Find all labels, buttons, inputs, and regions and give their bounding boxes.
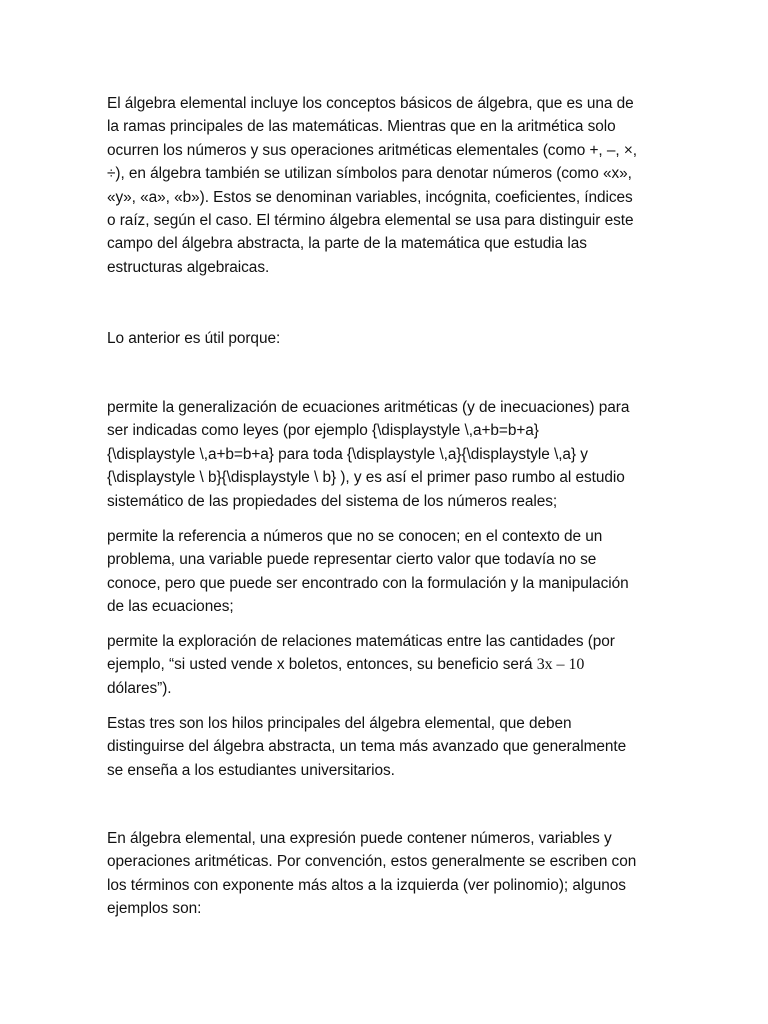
- paragraph-generalization: permite la generalización de ecuaciones aritméticas (y de inecuaciones) para ser indicadas como leyes (por ejemplo {\displaystyle \,a+b=b+a} {\displaystyle \,a+b=b+a} para toda {\displaystyle \,a}{\displaystyle \,a} y {\displaystyle \ b}{\displaystyle \ b} ), y es así el primer paso rumbo al estudio sistemático de las propiedades del sistema de los números reales;: [107, 399, 630, 510]
- paragraph-expressions: En álgebra elemental, una expresión puede contener números, variables y operaciones aritméticas. Por convención, estos generalmente se escriben con los términos con exponente más altos a la izquierda (ver polinomio); algunos ejemplos son:: [107, 830, 637, 918]
- relations-text-after: dólares”).: [107, 679, 172, 697]
- paragraph-intro: El álgebra elemental incluye los conceptos básicos de álgebra, que es una de la ramas principales de las matemáticas. Mientras que en la aritmética solo ocurren los números y sus operaciones aritméticas elementales (como +, –, ×, ÷), en álgebra también se utilizan símbolos para denotar números (como «x», «y», «a», «b»). Estos se denominan variables, incógnita, coeficientes, índices o raíz, según el caso. El término álgebra elemental se usa para distinguir este campo del álgebra abstracta, la parte de la matemática que estudia las estructuras algebraicas.: [107, 95, 637, 276]
- paragraph-unknown-numbers: permite la referencia a números que no se conocen; en el contexto de un problema, una variable puede representar cierto valor que todavía no se conoce, pero que puede ser encontrado con la formulación y la manipulación de las ecuaciones;: [107, 528, 629, 616]
- math-expression: 3x – 10: [536, 656, 585, 674]
- relations-text-before: permite la exploración de relaciones matemáticas entre las cantidades (por ejemplo, “si usted vende x boletos, entonces, su beneficio será: [107, 633, 615, 674]
- paragraph-relations: [107, 630, 663, 700]
- paragraph-three-threads: Estas tres son los hilos principales del álgebra elemental, que deben distinguirse del álgebra abstracta, un tema más avanzado que generalmente se enseña a los estudiantes universitarios.: [107, 715, 627, 779]
- paragraph-lead-in: Lo anterior es útil porque:: [107, 330, 281, 347]
